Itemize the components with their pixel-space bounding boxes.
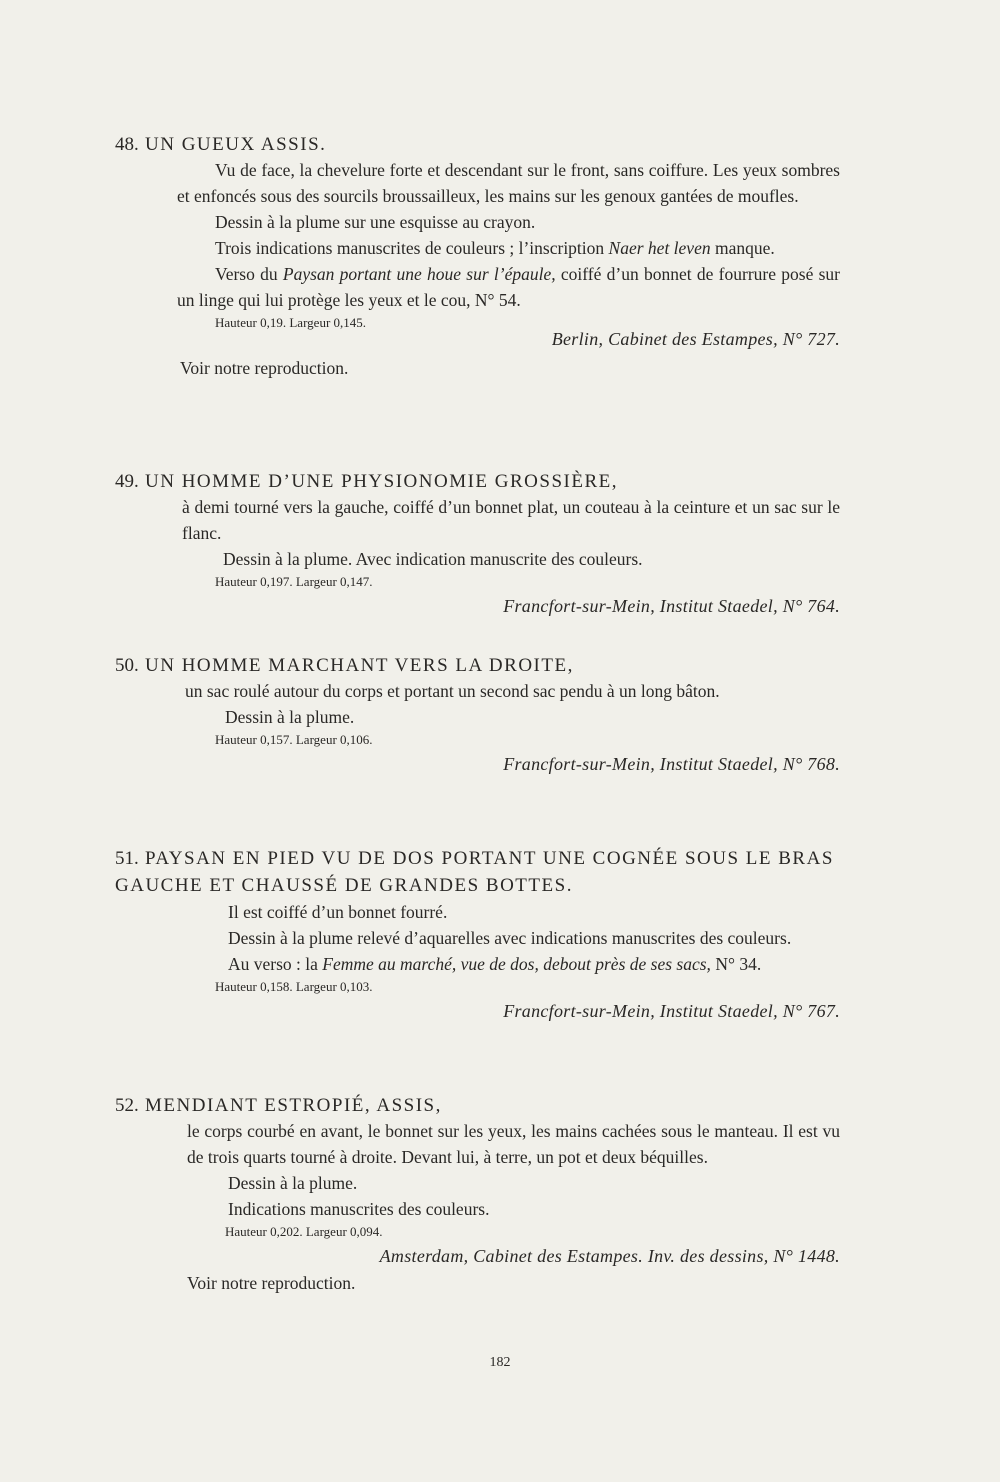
entry-heading <box>115 654 840 678</box>
entry-title: UN GUEUX ASSIS. <box>145 134 327 155</box>
entry-title: UN HOMME D’UNE PHYSIONOMIE GROSSIÈRE, <box>145 471 618 492</box>
entry-dimensions: Hauteur 0,197. Largeur 0,147. <box>215 574 373 589</box>
description-text: Vu de face, la chevelure forte et descendant sur le front, sans coiffure. Les yeux sombres et enfoncés sous des sourcils broussailleux, les mains sur les genoux gantées de moufles. <box>177 160 840 206</box>
entry-dimensions: Hauteur 0,202. Largeur 0,094. <box>225 1224 383 1239</box>
entry-location: Berlin, Cabinet des Estampes, N° 727. <box>551 329 840 349</box>
entry-location: Amsterdam, Cabinet des Estampes. Inv. des dessins, N° 1448. <box>379 1246 840 1266</box>
entry-description: le corps courbé en avant, le bonnet sur les yeux, les mains cachées sous le manteau. Il est vu de trois quarts tourné à droite. Devant lui, à terre, un pot et deux béquilles. <box>187 1121 840 1167</box>
entry-description <box>115 157 840 209</box>
verso-end: coiffé d’un bonnet de fourrure posé sur un linge qui lui protège les yeux et le cou, N° 54. <box>177 264 840 310</box>
entry-number: 48. <box>115 134 139 155</box>
entry-title: MENDIANT ESTROPIÉ, ASSIS, <box>145 1095 442 1116</box>
entry-technique: Dessin à la plume. <box>225 707 355 727</box>
entry-dimensions: Hauteur 0,19. Largeur 0,145. <box>215 315 367 330</box>
entry-note: Voir notre reproduction. <box>187 1273 356 1293</box>
entry-title: PAYSAN EN PIED VU DE DOS PORTANT UNE COGNÉE SOUS LE BRAS GAUCHE ET CHAUSSÉ DE GRANDES BOTTES. <box>115 848 834 896</box>
catalogue-entry-50 <box>115 654 840 778</box>
entry-technique-2: Indications manuscrites des couleurs. <box>228 1199 490 1219</box>
entry-number: 50. <box>115 655 139 676</box>
verso-text: Au verso : la <box>228 954 323 974</box>
verso-title: Paysan portant une houe sur l’épaule, <box>282 264 556 284</box>
inscription-text: Trois indications manuscrites de couleurs ; l’inscription <box>215 238 609 258</box>
page-number: 182 <box>489 1355 511 1370</box>
inscription-end: manque. <box>710 238 775 258</box>
entry-location: Francfort-sur-Mein, Institut Staedel, N° 764. <box>503 596 840 616</box>
entry-location: Francfort-sur-Mein, Institut Staedel, N° 767. <box>503 1001 840 1021</box>
inscription-quote: Naer het leven <box>608 238 711 258</box>
entry-location: Francfort-sur-Mein, Institut Staedel, N° 768. <box>503 754 840 774</box>
entry-technique: Dessin à la plume. Avec indication manuscrite des couleurs. <box>223 549 643 569</box>
entry-note: Voir notre reproduction. <box>180 358 349 378</box>
entry-description: un sac roulé autour du corps et portant un second sac pendu à un long bâton. <box>185 681 720 701</box>
entry-verso <box>115 261 840 313</box>
entry-description: Il est coiffé d’un bonnet fourré. <box>228 902 448 922</box>
entry-heading <box>115 845 840 899</box>
entry-heading <box>115 133 840 157</box>
verso-end: N° 34. <box>710 954 762 974</box>
entry-technique: Dessin à la plume sur une esquisse au crayon. <box>215 212 536 232</box>
entry-heading <box>115 470 840 494</box>
entry-dimensions: Hauteur 0,158. Largeur 0,103. <box>215 979 373 994</box>
entry-inscription <box>115 235 840 261</box>
catalogue-entry-51 <box>115 845 840 1025</box>
entry-dimensions: Hauteur 0,157. Largeur 0,106. <box>215 732 373 747</box>
catalogue-entry-49 <box>115 470 840 620</box>
entry-number: 51. <box>115 848 139 869</box>
entry-technique: Dessin à la plume relevé d’aquarelles avec indications manuscrites des couleurs. <box>228 928 792 948</box>
entry-title: UN HOMME MARCHANT VERS LA DROITE, <box>145 655 574 676</box>
entry-technique: Dessin à la plume. <box>228 1173 358 1193</box>
catalogue-entry-48 <box>115 133 840 381</box>
entry-heading <box>115 1094 840 1118</box>
entry-number: 49. <box>115 471 139 492</box>
catalogue-entry-52 <box>115 1094 840 1296</box>
entry-description: à demi tourné vers la gauche, coiffé d’un bonnet plat, un couteau à la ceinture et un sac sur le flanc. <box>182 497 840 543</box>
verso-title: Femme au marché, vue de dos, debout près de ses sacs, <box>322 954 711 974</box>
entry-number: 52. <box>115 1095 139 1116</box>
verso-text: Verso du <box>215 264 283 284</box>
entry-verso <box>115 951 840 977</box>
